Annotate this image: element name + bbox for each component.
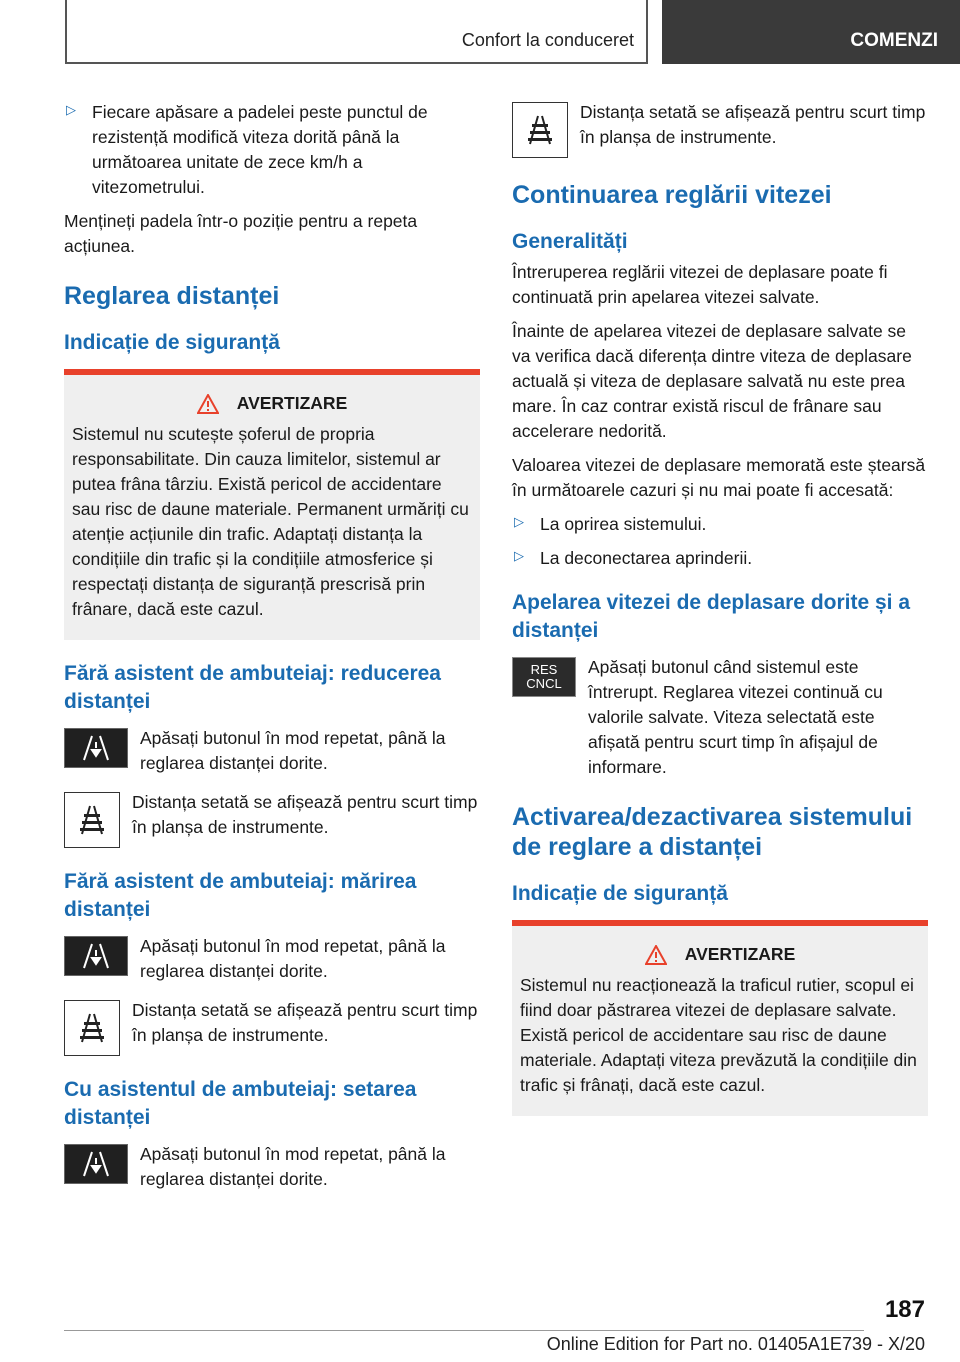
- instruction-row: [64, 1142, 480, 1192]
- res-label: RES: [530, 662, 558, 677]
- distance-display-icon: [64, 1000, 120, 1056]
- footer-edition: Online Edition for Part no. 01405A1E739 - X/20: [546, 1334, 925, 1354]
- instruction-row: [64, 934, 480, 984]
- section-heading: Activarea/dezactivarea sistemului de reglare a distanței: [512, 803, 913, 861]
- subsection-heading: Fără asistent de ambuteiaj: reducerea distanței: [64, 662, 441, 713]
- warning-title: AVERTIZARE: [236, 393, 348, 413]
- section-tab: COMENZI: [662, 0, 960, 64]
- subsection-heading: Generalități: [512, 230, 628, 253]
- footer-divider: [64, 1330, 864, 1331]
- instruction-row: [512, 100, 928, 158]
- res-cncl-button-icon: [512, 657, 576, 697]
- subsection-heading: Apelarea vitezei de deplasare dorite și a distanței: [512, 591, 911, 642]
- triangle-bullet-icon: ▷: [514, 548, 524, 563]
- instruction-text: Apăsați butonul în mod repetat, până la reglarea distanței dorite.: [140, 1144, 446, 1189]
- list-item: [512, 512, 928, 537]
- paragraph: Înainte de apelarea vitezei de deplasare salvate se va verifica dacă diferența dintre viteza de deplasare actuală și viteza de deplasare salvată nu este prea mare. În caz contrar există riscul de frânare sau accelerare nedorită.: [512, 321, 912, 441]
- instruction-row: [512, 655, 928, 780]
- instruction-text: Distanța setată se afișează pentru scurt timp în planșa de instrumente.: [132, 792, 478, 837]
- warning-triangle-icon: [197, 394, 219, 414]
- paragraph: Mențineți padela într-o poziție pentru a repeta acțiunea.: [64, 211, 418, 256]
- subsection-heading: Indicație de siguranță: [512, 882, 728, 905]
- instruction-text: Apăsați butonul în mod repetat, până la reglarea distanței dorite.: [140, 728, 446, 773]
- list-item: [64, 100, 480, 200]
- paragraph: Întreruperea reglării vitezei de deplasare poate fi continuată prin apelarea vitezei salvate.: [512, 262, 888, 307]
- instruction-text: Distanța setată se afișează pentru scurt timp în planșa de instrumente.: [580, 102, 926, 147]
- instruction-text: Apăsați butonul în mod repetat, până la reglarea distanței dorite.: [140, 936, 446, 981]
- instruction-text: Apăsați butonul când sistemul este întrerupt. Reglarea vitezei continuă cu valorile salvate. Viteza selectată este afișată pentru scurt timp în afișajul de informare.: [588, 657, 883, 777]
- section-heading: Reglarea distanței: [64, 282, 280, 310]
- subsection-heading: Cu asistentul de ambuteiaj: setarea distanței: [64, 1078, 417, 1129]
- distance-display-icon: [512, 102, 568, 158]
- chapter-title: Confort la conduceret: [461, 30, 634, 50]
- warning-text: Sistemul nu reacționează la traficul rutier, scopul ei fiind doar păstrarea vitezei de deplasare salvate. Există pericol de accidentare sau risc de daune materiale. Adaptați viteza prevăzută la condițiile din trafic și frânați, dacă este cazul.: [520, 975, 917, 1095]
- header-frame: [65, 0, 648, 64]
- warning-box: [64, 375, 480, 640]
- subsection-heading: Indicație de siguranță: [64, 331, 280, 354]
- triangle-bullet-icon: ▷: [514, 514, 524, 529]
- cncl-label: CNCL: [526, 676, 562, 691]
- warning-text: Sistemul nu scutește șoferul de propria responsabilitate. Din cauza limitelor, sistemul ar putea frâna târziu. Există pericol de accidentare sau risc de daune materiale. Permanent urmăriți cu atenție acțiunile din trafic. Adaptați distanța la condițiile din trafic și la condițiile atmosferice și respectați distanța de siguranță prescrisă prin frânare, dacă este cazul.: [72, 424, 469, 619]
- left-column: [64, 100, 480, 1206]
- list-item: [512, 546, 928, 571]
- warning-box: [512, 926, 928, 1116]
- triangle-bullet-icon: ▷: [66, 102, 76, 117]
- right-column: [512, 100, 928, 1116]
- bullet-text: La deconectarea aprinderii.: [540, 548, 753, 568]
- instruction-row: [64, 790, 480, 848]
- distance-button-icon: [64, 1144, 128, 1184]
- bullet-text: Fiecare apăsare a padelei peste punctul de rezistență modifică viteza dorită până la următoarea unitate de zece km/h a vitezometrului.: [92, 102, 428, 197]
- instruction-text: Distanța setată se afișează pentru scurt timp în planșa de instrumente.: [132, 1000, 478, 1045]
- distance-display-icon: [64, 792, 120, 848]
- bullet-text: La oprirea sistemului.: [540, 514, 707, 534]
- instruction-row: [64, 726, 480, 776]
- page-number: 187: [884, 1296, 925, 1323]
- instruction-row: [64, 998, 480, 1056]
- paragraph: Valoarea vitezei de deplasare memorată este ștearsă în următoarele cazuri și nu mai poate fi accesată:: [512, 455, 926, 500]
- warning-title: AVERTIZARE: [684, 944, 796, 964]
- distance-button-icon: [64, 728, 128, 768]
- warning-triangle-icon: [645, 945, 667, 965]
- distance-button-icon: [64, 936, 128, 976]
- section-heading: Continuarea reglării vitezei: [512, 181, 832, 209]
- subsection-heading: Fără asistent de ambuteiaj: mărirea distanței: [64, 870, 417, 921]
